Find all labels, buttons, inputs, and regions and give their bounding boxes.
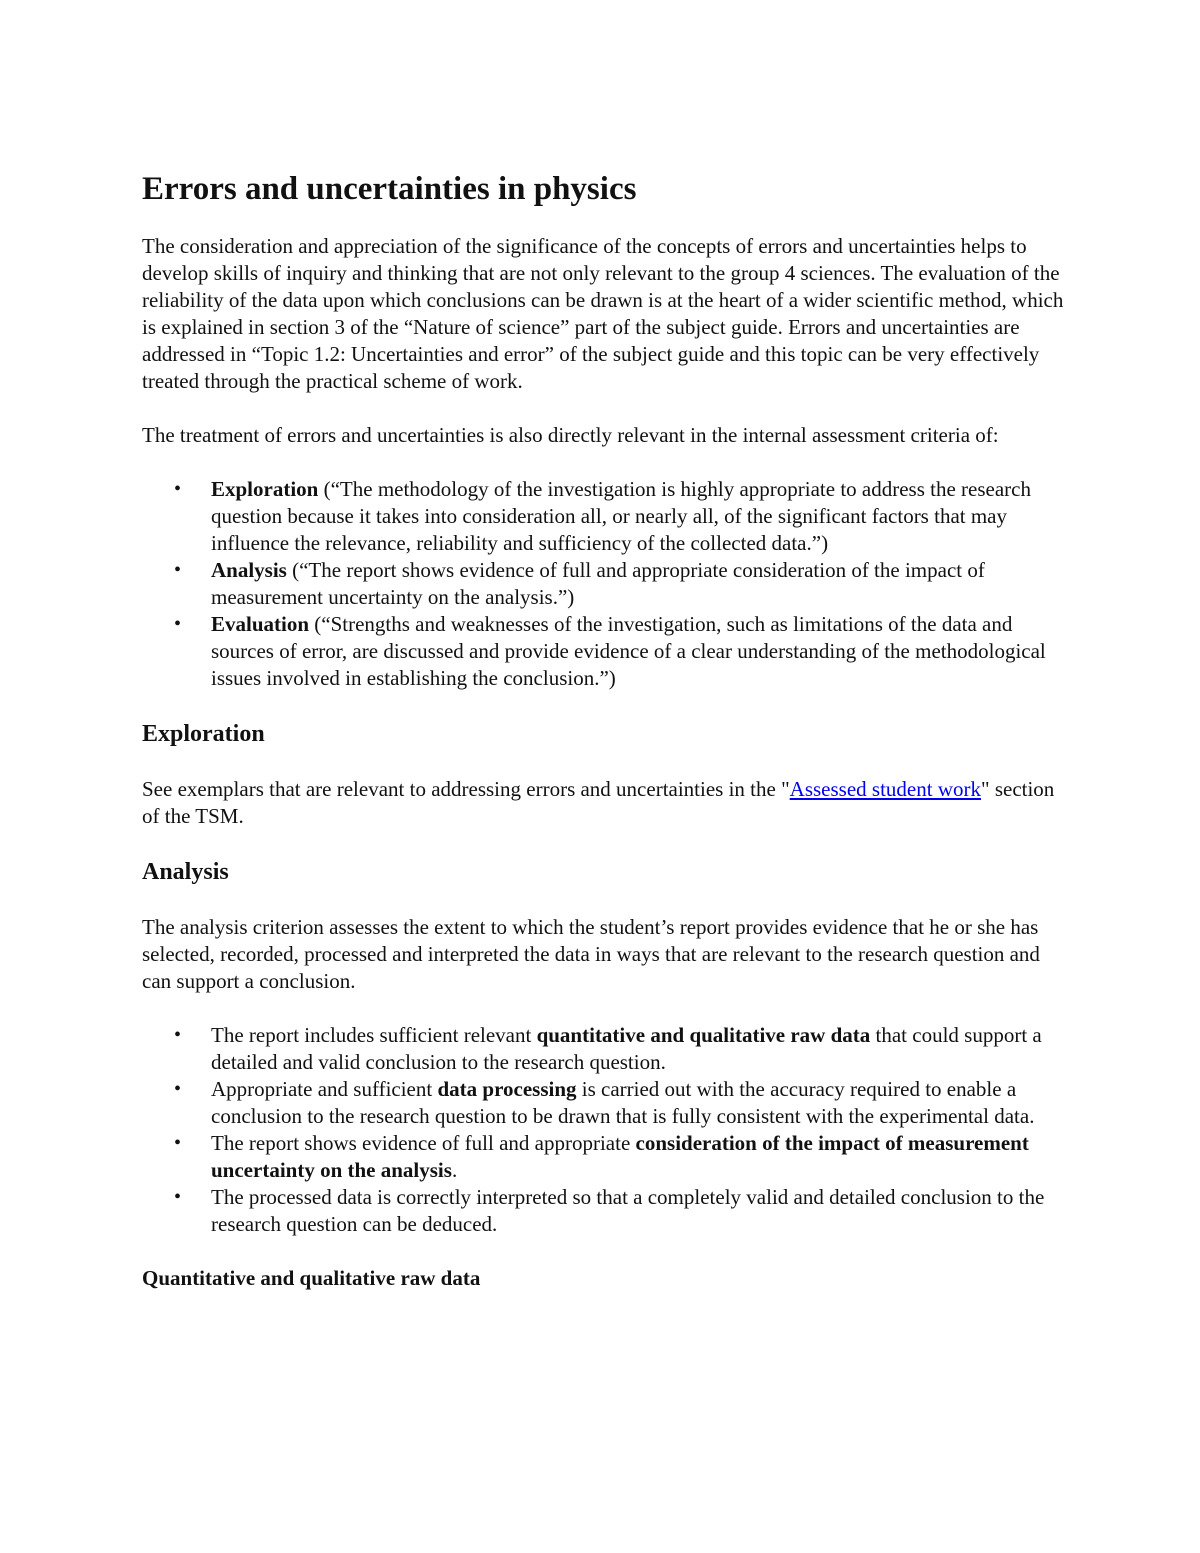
bullet-icon: • — [174, 613, 182, 635]
bullet-icon: • — [174, 1186, 182, 1208]
bullet-text: . — [451, 1158, 458, 1182]
exploration-text-before: See exemplars that are relevant to addressing errors and uncertainties in the " — [142, 777, 790, 801]
exploration-heading: Exploration — [142, 721, 265, 747]
criterion-text: (“Strengths and weaknesses of the investigation, such as limitations of the data and sources of error, are discussed and provide evidence of a clear understanding of the methodological issues involved in establishing the conclusion.”) — [211, 612, 1046, 690]
criterion-term: Exploration — [211, 477, 319, 501]
criteria-list — [142, 476, 1072, 692]
list-item — [142, 1076, 1072, 1130]
bullet-icon: • — [174, 1024, 182, 1046]
bullet-text: The report includes sufficient relevant — [211, 1023, 537, 1047]
criterion-text: (“The report shows evidence of full and appropriate consideration of the impact of measurement uncertainty on the analysis.”) — [211, 558, 985, 609]
bullet-bold-text: consideration of the impact of measurement uncertainty on the analysis — [211, 1131, 1029, 1182]
list-item — [142, 557, 1072, 611]
bullet-text: The processed data is correctly interpreted so that a completely valid and detailed conclusion to the research question can be deduced. — [211, 1185, 1045, 1236]
list-item — [142, 1184, 1072, 1238]
intro-paragraph: The consideration and appreciation of the significance of the concepts of errors and uncertainties helps to develop skills of inquiry and thinking that are not only relevant to the group 4 sciences. The evaluation of the reliability of the data upon which conclusions can be drawn is at the heart of a wider scientific method, which is explained in section 3 of the “Nature of science” part of the subject guide. Errors and uncertainties are addressed in “Topic 1.2: Uncertainties and error” of the subject guide and this topic can be very effectively treated through the practical scheme of work. — [142, 234, 1064, 393]
criterion-term: Evaluation — [211, 612, 310, 636]
list-item — [142, 611, 1072, 692]
list-item — [142, 476, 1072, 557]
analysis-heading: Analysis — [142, 859, 229, 885]
criterion-text: (“The methodology of the investigation is highly appropriate to address the research question because it takes into consideration all, or nearly all, of the significant factors that may influence the relevance, reliability and sufficiency of the collected data.”) — [211, 477, 1031, 555]
criterion-term: Analysis — [211, 558, 287, 582]
list-item — [142, 1130, 1072, 1184]
bullet-text: The report shows evidence of full and appropriate — [211, 1131, 636, 1155]
bullet-bold-text: quantitative and qualitative raw data — [536, 1023, 871, 1047]
document-page — [142, 168, 1072, 1292]
bullet-text: is carried out with the accuracy required to enable a conclusion to the research question to be drawn that is fully consistent with the experimental data. — [211, 1077, 1035, 1128]
bullet-text: that could support a detailed and valid conclusion to the research question. — [211, 1023, 1042, 1074]
exploration-text-after: " section of the TSM. — [142, 777, 1055, 828]
assessed-student-work-link[interactable]: Assessed student work — [789, 777, 981, 801]
bullet-icon: • — [174, 478, 182, 500]
analysis-paragraph: The analysis criterion assesses the extent to which the student’s report provides evidence that he or she has selected, recorded, processed and interpreted the data in ways that are relevant to the research question and can support a conclusion. — [142, 915, 1040, 993]
page-title: Errors and uncertainties in physics — [142, 171, 637, 207]
analysis-list — [142, 1022, 1072, 1238]
bullet-icon: • — [174, 559, 182, 581]
criteria-intro: The treatment of errors and uncertainties is also directly relevant in the internal assessment criteria of: — [142, 423, 999, 447]
bullet-icon: • — [174, 1132, 182, 1154]
exploration-paragraph — [142, 776, 1072, 830]
bullet-icon: • — [174, 1078, 182, 1100]
raw-data-subheading: Quantitative and qualitative raw data — [142, 1266, 481, 1290]
bullet-bold-text: data processing — [437, 1077, 577, 1101]
bullet-text: Appropriate and sufficient — [211, 1077, 438, 1101]
list-item — [142, 1022, 1072, 1076]
